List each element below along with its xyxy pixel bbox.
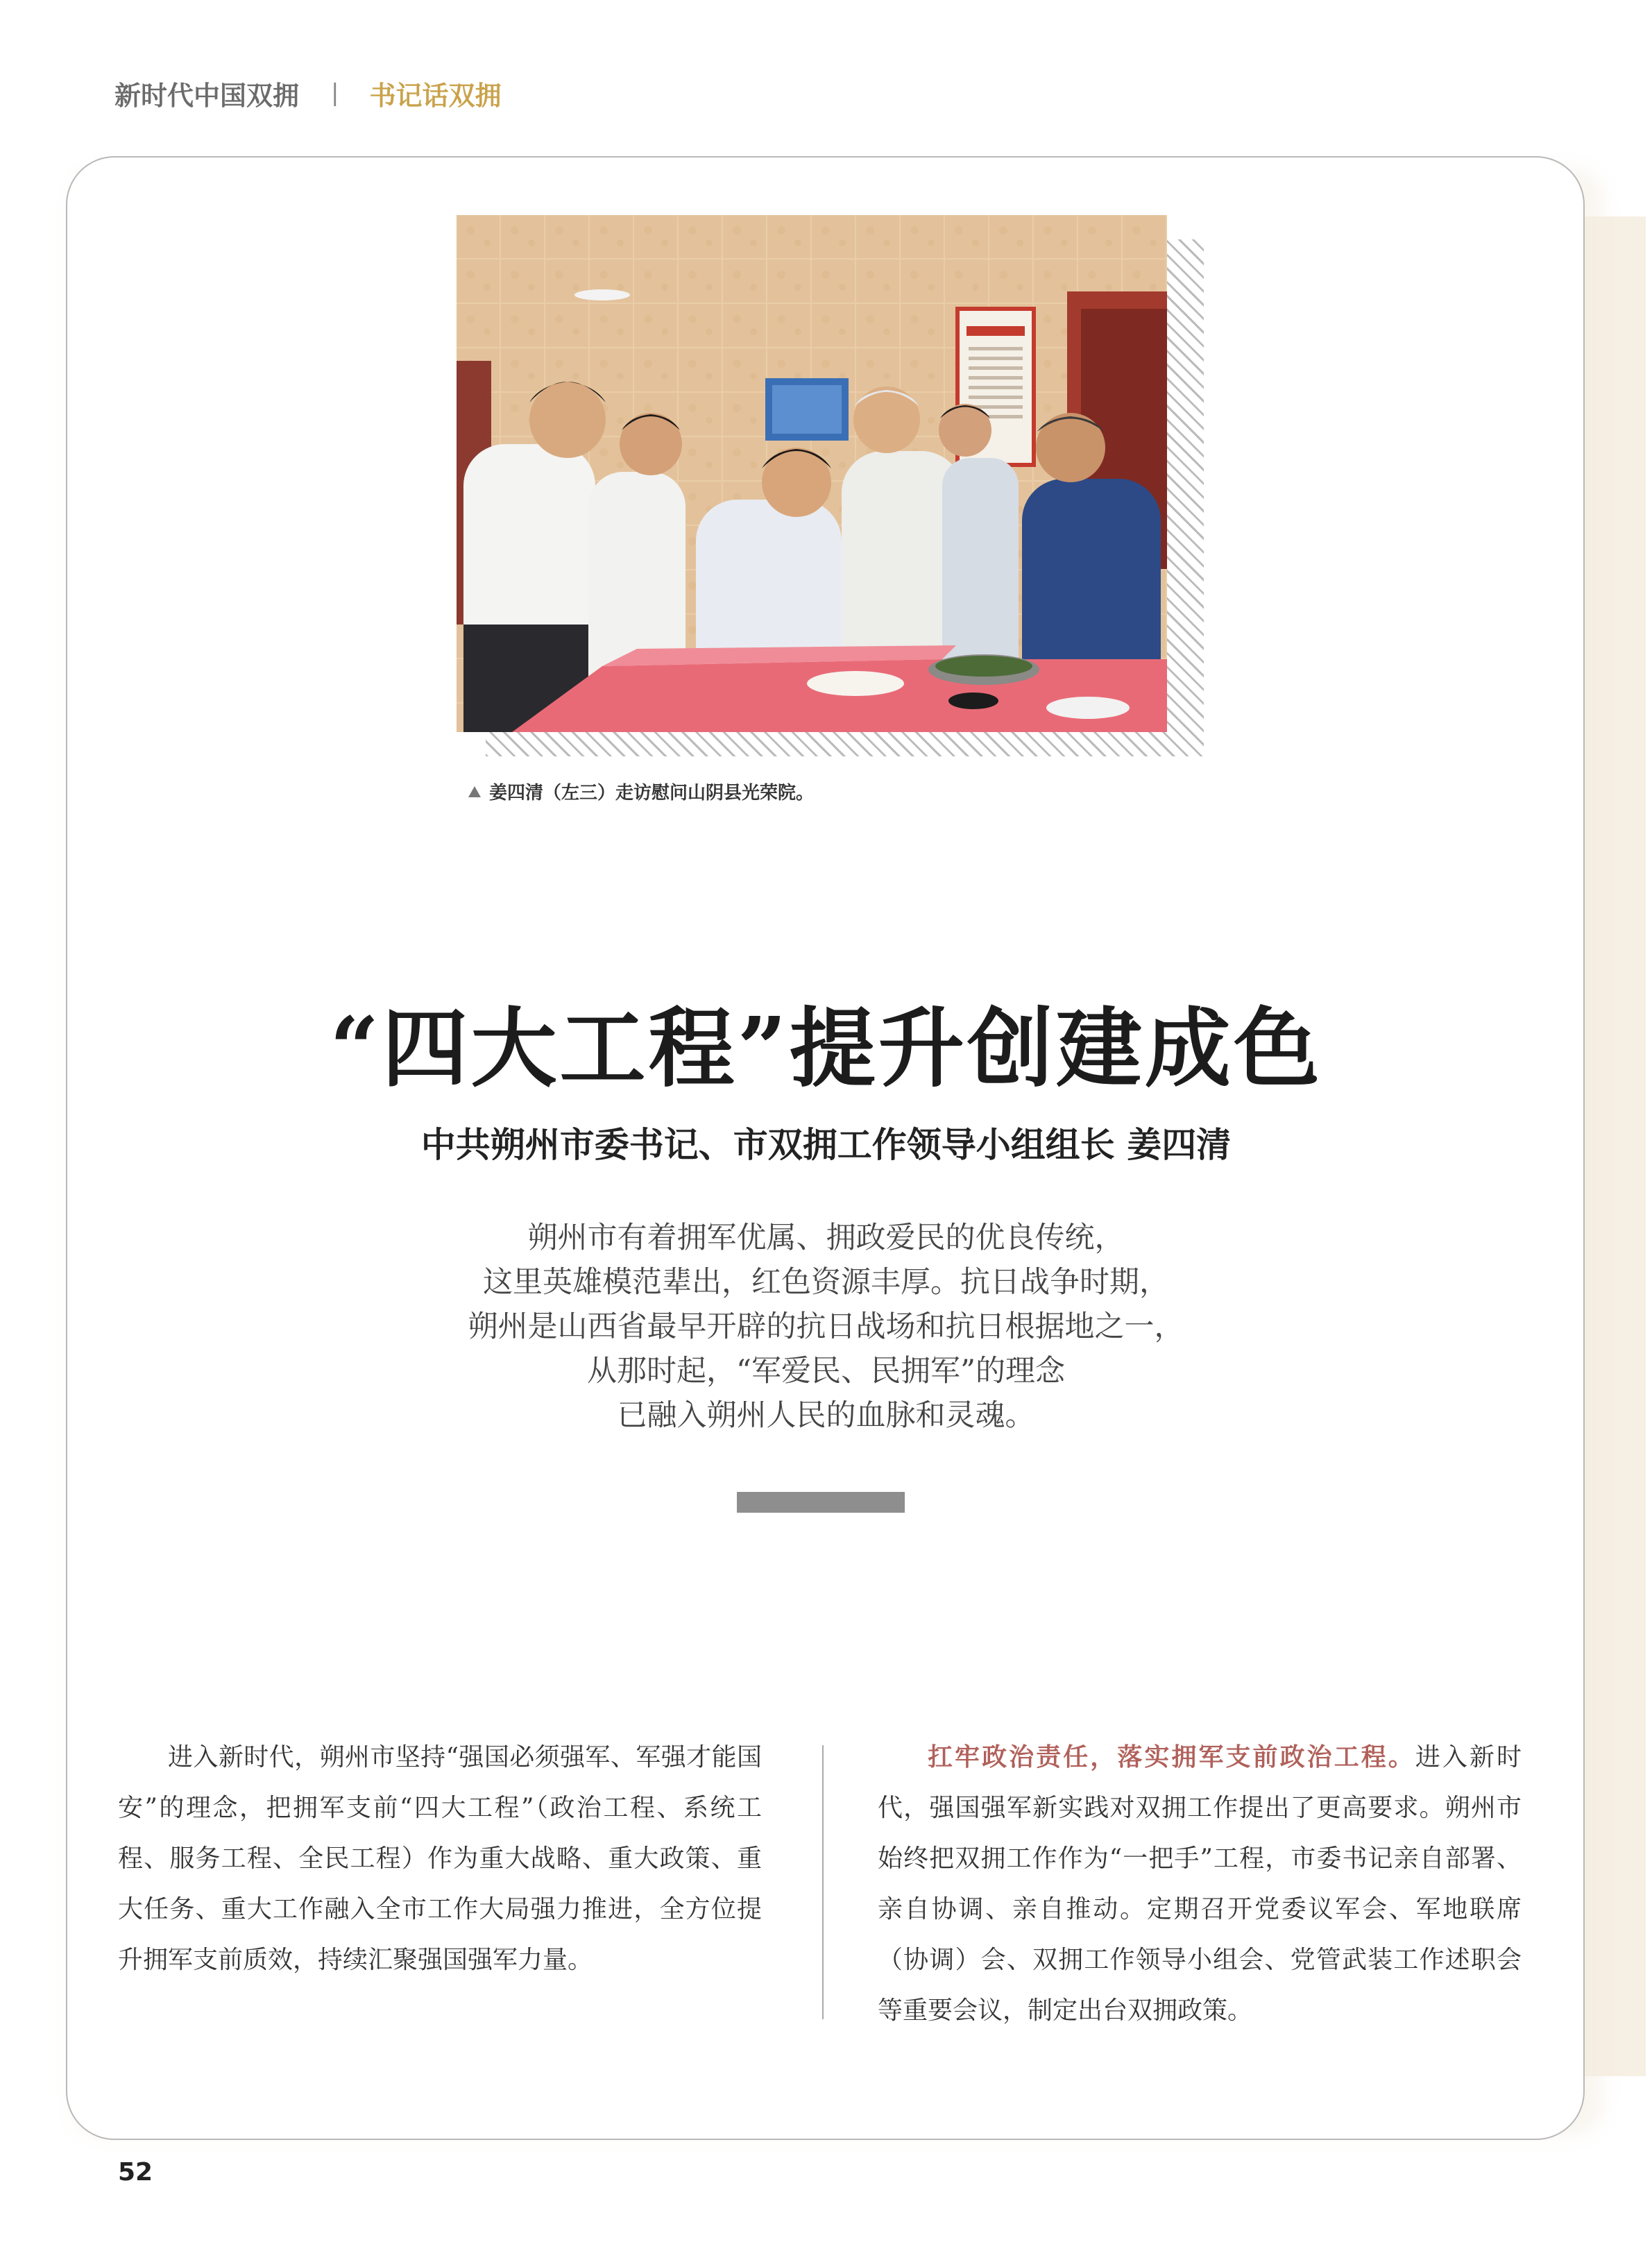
page-number: 52 <box>118 2158 153 2186</box>
column-divider <box>822 1745 824 2019</box>
intro-line: 朔州市有着拥军优属、拥政爱民的优良传统， <box>527 1221 1125 1255</box>
article-intro <box>0 1216 1652 1438</box>
left-paragraph: 进入新时代，朔州市坚持“强国必须强军、军强才能国安”的理念，把拥军支前“四大工程”（政治工程、系统工程、服务工程、全民工程）作为重大战略、重大政策、重大任务、重大工作融入全市工作大局强力推进，全方位提升拥军支前质效，持续汇聚强国强军力量。 <box>118 1743 762 1974</box>
body-column-right <box>878 1732 1522 2036</box>
page-header <box>114 72 502 114</box>
section-name: 新时代中国双拥 <box>114 80 300 111</box>
article-title: “四大工程”提升创建成色 <box>330 999 1322 1099</box>
photo-illustration <box>457 215 1167 732</box>
article-byline: 中共朔州市委书记、市双拥工作领导小组组长 姜四清 <box>420 1125 1232 1165</box>
column-name: 书记话双拥 <box>369 80 502 111</box>
intro-line: 这里英雄模范辈出，红色资源丰厚。抗日战争时期， <box>483 1265 1169 1300</box>
caption-text: 姜四清（左三）走访慰问山阴县光荣院。 <box>489 783 815 804</box>
intro-divider <box>737 1492 905 1513</box>
intro-line: 朔州是山西省最早开辟的抗日战场和抗日根据地之一， <box>468 1309 1184 1344</box>
photo-caption <box>468 779 814 804</box>
intro-line: 从那时起，“军爱民、民拥军”的理念 <box>587 1354 1065 1388</box>
intro-line: 已融入朔州人民的血脉和灵魂。 <box>617 1398 1035 1433</box>
header-separator: | <box>331 79 339 107</box>
right-paragraph: 进入新时代，强国强军新实践对双拥工作提出了更高要求。朔州市始终把双拥工作作为“一把手”工程，市委书记亲自部署、亲自协调、亲自推动。定期召开党委议军会、军地联席（协调）会、双拥工作领导小组会、党管武装工作述职会等重要会议，制定出台双拥政策。 <box>878 1743 1522 2025</box>
caption-triangle-icon <box>468 786 481 797</box>
article-photo <box>457 215 1167 732</box>
body-column-left <box>118 1732 762 1985</box>
section-lead: 扛牢政治责任，落实拥军支前政治工程。 <box>928 1742 1415 1772</box>
